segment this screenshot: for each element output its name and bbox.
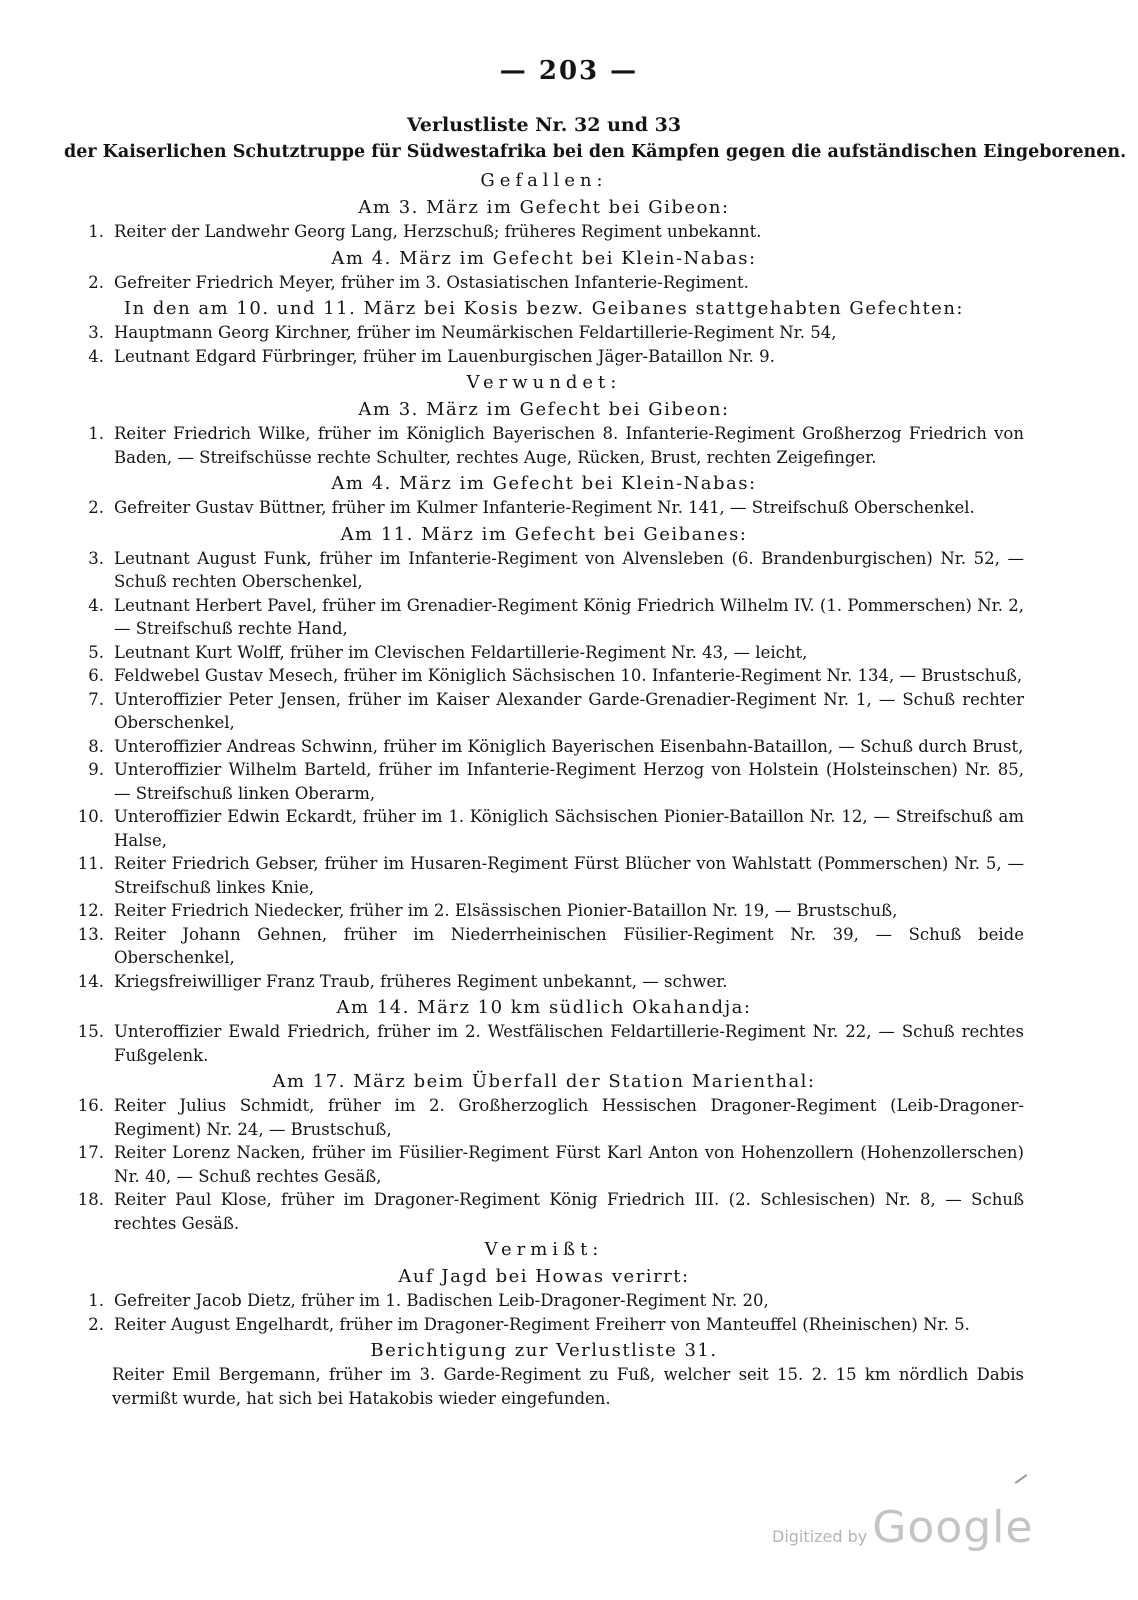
correction-text: Reiter Emil Bergemann, früher im 3. Garde-Regiment zu Fuß, welcher seit 15. 2. 15 km nördlich Dabis vermißt wurde, hat sich bei Hatakobis wieder eingefunden. xyxy=(112,1365,1024,1408)
pencil-mark xyxy=(1015,1474,1028,1484)
digitized-watermark xyxy=(772,1502,1033,1553)
entry-number: 1. xyxy=(88,222,104,241)
casualty-entry xyxy=(64,1141,1024,1188)
watermark-prefix: Digitized by xyxy=(772,1527,868,1546)
entry-number: 1. xyxy=(88,1291,104,1310)
entry-number: 1. xyxy=(88,424,104,443)
entry-text: Gefreiter Gustav Büttner, früher im Kulmer Infanterie-Regiment Nr. 141, — Streifschuß Oberschenkel. xyxy=(114,498,975,517)
casualty-entry xyxy=(64,321,1024,345)
engagement-heading: Auf Jagd bei Howas verirrt: xyxy=(398,1266,690,1287)
casualty-entry xyxy=(64,852,1024,899)
entry-number: 3. xyxy=(88,323,104,342)
entry-number: 2. xyxy=(88,1314,104,1334)
entry-text: Unteroffizier Wilhelm Barteld, früher im Infanterie-Regiment Herzog von Holstein (Holsteinschen) Nr. 85, — Streifschuß linken Oberarm, xyxy=(114,760,1024,803)
entry-number: 7. xyxy=(88,689,104,709)
casualty-entry xyxy=(64,688,1024,735)
casualty-entry xyxy=(64,735,1024,759)
casualty-entry xyxy=(64,547,1024,594)
engagement-heading: Am 4. März im Gefecht bei Klein-Nabas: xyxy=(331,473,757,494)
entry-text: Reiter Lorenz Nacken, früher im Füsilier-Regiment Fürst Karl Anton von Hohenzollern (Hohenzollerschen) Nr. 40, — Schuß rechtes Gesäß, xyxy=(114,1143,1024,1186)
casualty-entry xyxy=(64,923,1024,970)
entry-number: 13. xyxy=(77,924,104,944)
casualty-entry xyxy=(64,970,1024,994)
entry-text: Reiter Friedrich Niedecker, früher im 2. Elsässischen Pionier-Bataillon Nr. 19, — Brustschuß, xyxy=(114,901,898,920)
entry-number: 4. xyxy=(88,595,104,615)
google-logo: Google xyxy=(872,1502,1034,1553)
entry-text: Gefreiter Jacob Dietz, früher im 1. Badischen Leib-Dragoner-Regiment Nr. 20, xyxy=(114,1291,769,1310)
entry-number: 14. xyxy=(77,971,104,991)
entry-text: Leutnant Kurt Wolff, früher im Clevischen Feldartillerie-Regiment Nr. 43, — leicht, xyxy=(114,642,808,662)
engagement-heading: Am 14. März 10 km südlich Okahandja: xyxy=(336,997,752,1018)
casualty-entry xyxy=(64,805,1024,852)
engagement-heading: Am 11. März im Gefecht bei Geibanes: xyxy=(340,523,748,545)
entry-text: Unteroffizier Ewald Friedrich, früher im 2. Westfälischen Feldartillerie-Regiment Nr. 22, — Schuß rechtes Fußgelenk. xyxy=(114,1022,1024,1065)
casualty-entry xyxy=(64,496,1024,520)
section-heading: Vermißt: xyxy=(484,1239,604,1260)
entry-text: Reiter Paul Klose, früher im Dragoner-Regiment König Friedrich III. (2. Schlesischen) Nr. 8, — Schuß rechtes Gesäß. xyxy=(114,1190,1024,1233)
engagement-heading: In den am 10. und 11. März bei Kosis bezw. Geibanes stattgehabten Gefechten: xyxy=(123,298,964,319)
entry-number: 5. xyxy=(88,642,104,662)
entry-number: 6. xyxy=(88,666,104,685)
entry-number: 15. xyxy=(77,1022,104,1041)
entry-text: Gefreiter Friedrich Meyer, früher im 3. Ostasiatischen Infanterie-Regiment. xyxy=(114,272,749,292)
entry-text: Unteroffizier Andreas Schwinn, früher im Königlich Bayerischen Eisenbahn-Bataillon, — Schuß durch Brust, xyxy=(114,736,1024,756)
document-body xyxy=(64,112,1127,1410)
section-heading: Verwundet: xyxy=(466,372,622,393)
casualty-entry xyxy=(64,1289,1024,1313)
entry-text: Reiter Johann Gehnen, früher im Niederrheinischen Füsilier-Regiment Nr. 39, — Schuß beide Oberschenkel, xyxy=(114,924,1024,967)
entry-number: 9. xyxy=(88,760,104,779)
entry-text: Reiter Friedrich Gebser, früher im Husaren-Regiment Fürst Blücher von Wahlstatt (Pommerschen) Nr. 5, — Streifschuß linkes Knie, xyxy=(114,854,1024,897)
casualty-entry xyxy=(64,220,1024,244)
entry-text: Leutnant August Funk, früher im Infanterie-Regiment von Alvensleben (6. Brandenburgischen) Nr. 52, — Schuß rechten Oberschenkel, xyxy=(114,548,1024,591)
entry-number: 2. xyxy=(88,498,104,517)
casualty-entry xyxy=(64,899,1024,923)
entry-number: 10. xyxy=(77,807,104,826)
entry-text: Kriegsfreiwilliger Franz Traub, früheres Regiment unbekannt, — schwer. xyxy=(114,971,728,991)
entry-text: Unteroffizier Edwin Eckardt, früher im 1. Königlich Sächsischen Pionier-Bataillon Nr. 12, — Streifschuß am Halse, xyxy=(114,807,1024,850)
entry-number: 16. xyxy=(77,1096,104,1115)
entry-number: 18. xyxy=(77,1190,104,1209)
correction-heading: Berichtigung zur Verlustliste 31. xyxy=(370,1340,718,1361)
entry-text: Leutnant Edgard Fürbringer, früher im Lauenburgischen Jäger-Bataillon Nr. 9. xyxy=(114,346,775,366)
entry-number: 17. xyxy=(77,1143,104,1162)
casualty-entry xyxy=(64,641,1024,665)
casualty-entry xyxy=(64,1020,1024,1067)
casualty-entry xyxy=(64,345,1024,369)
casualty-entry xyxy=(64,594,1024,641)
page-number: — 203 — xyxy=(499,56,639,86)
entry-number: 12. xyxy=(77,901,104,920)
casualty-entry xyxy=(64,422,1024,469)
casualty-entry xyxy=(64,1313,1024,1337)
entry-number: 11. xyxy=(77,854,104,873)
entry-number: 3. xyxy=(88,548,104,568)
casualty-entry xyxy=(64,1094,1024,1141)
engagement-heading: Am 4. März im Gefecht bei Klein-Nabas: xyxy=(331,247,757,269)
entry-text: Hauptmann Georg Kirchner, früher im Neumärkischen Feldartillerie-Regiment Nr. 54, xyxy=(114,323,837,342)
engagement-heading: Am 17. März beim Überfall der Station Marienthal: xyxy=(272,1071,816,1092)
entry-number: 4. xyxy=(88,346,104,366)
entry-text: Reiter Friedrich Wilke, früher im Königlich Bayerischen 8. Infanterie-Regiment Großherzog Friedrich von Baden, — Streifschüsse rechte Schulter, rechtes Auge, Rücken, Brust, rechten Zeigefinger. xyxy=(114,424,1024,467)
casualty-entry xyxy=(64,271,1024,295)
entry-text: Reiter August Engelhardt, früher im Dragoner-Regiment Freiherr von Manteuffel (Rheinischen) Nr. 5. xyxy=(114,1314,970,1334)
entry-text: Unteroffizier Peter Jensen, früher im Kaiser Alexander Garde-Grenadier-Regiment Nr. 1, — Schuß rechter Oberschenkel, xyxy=(114,689,1024,732)
engagement-heading: Am 3. März im Gefecht bei Gibeon: xyxy=(358,197,730,218)
document-title: Verlustliste Nr. 32 und 33 xyxy=(406,114,682,136)
section-heading: Gefallen: xyxy=(480,170,608,191)
entry-text: Feldwebel Gustav Mesech, früher im Königlich Sächsischen 10. Infanterie-Regiment Nr. 134, — Brustschuß, xyxy=(114,666,1023,685)
entry-text: Reiter Julius Schmidt, früher im 2. Großherzoglich Hessischen Dragoner-Regiment (Leib-Dragoner-Regiment) Nr. 24, — Brustschuß, xyxy=(114,1096,1024,1139)
document-subtitle: der Kaiserlichen Schutztruppe für Südwestafrika bei den Kämpfen gegen die aufständischen Eingeborenen. xyxy=(64,142,1127,162)
entry-text: Leutnant Herbert Pavel, früher im Grenadier-Regiment König Friedrich Wilhelm IV. (1. Pommerschen) Nr. 2, — Streifschuß rechte Hand, xyxy=(114,595,1024,638)
casualty-entry xyxy=(64,758,1024,805)
casualty-entry xyxy=(64,664,1024,688)
engagement-heading: Am 3. März im Gefecht bei Gibeon: xyxy=(358,399,730,420)
entry-number: 2. xyxy=(88,272,104,292)
entry-number: 8. xyxy=(88,736,104,756)
entry-text: Reiter der Landwehr Georg Lang, Herzschuß; früheres Regiment unbekannt. xyxy=(114,222,762,241)
casualty-entry xyxy=(64,1188,1024,1235)
casualty-sections xyxy=(64,168,1024,1336)
